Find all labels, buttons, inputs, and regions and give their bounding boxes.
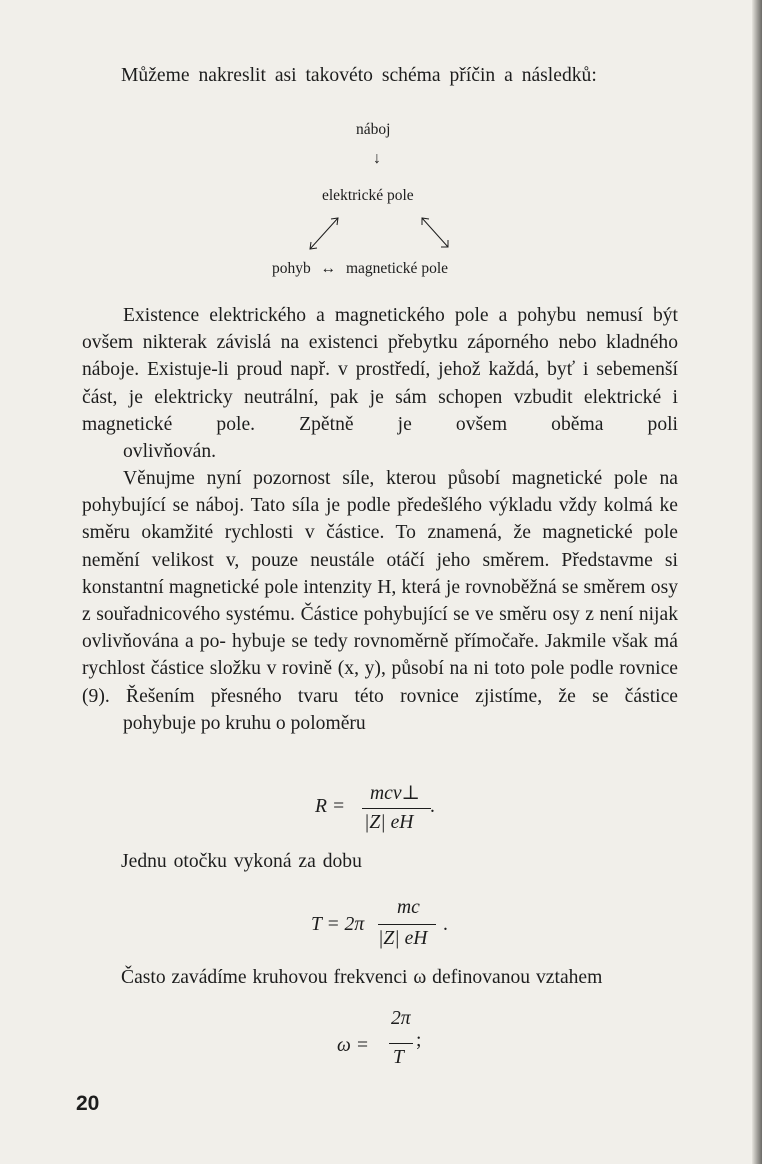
arrow-down-icon: ↓ (373, 150, 381, 167)
scheme-electric-field: elektrické pole (322, 187, 414, 204)
text-line-last: pohybuje po kruhu o poloměru (123, 712, 366, 734)
eq-period-lhs: T = 2π (311, 914, 365, 935)
text-period: Jednu otočku vykoná za dobu (121, 851, 362, 872)
scheme-magnetic-field: magnetické pole (346, 260, 448, 277)
text-line: vždy kolmá ke směru okamžité rychlosti v částice. To znamená, (82, 495, 679, 544)
arrow-right-line (422, 218, 448, 247)
scheme-diagonal-arrows (305, 212, 455, 254)
text-line: Existence elektrického a magnetického pole a pohybu nemusí (123, 305, 643, 326)
scheme-motion-label: pohyb (272, 260, 311, 277)
paragraph-magnetic-force (82, 465, 678, 737)
arrow-left-line (310, 218, 338, 249)
text-line: hybuje se tedy rovnoměrně přímočaře. Jakmile však má rychlost (82, 631, 678, 680)
eq-omega-lhs: ω = (337, 1035, 369, 1056)
eq-period-denominator: |Z| eH (378, 928, 428, 949)
text-line: být ovšem nikterak závislá na existenci přebytku záporného nebo (82, 305, 678, 354)
text-line: (9). Řešením přesného tvaru této rovnice zjistíme, že se částice (82, 685, 678, 707)
fraction-bar (389, 1043, 413, 1044)
scheme-motion (272, 260, 448, 278)
fraction-bar (378, 924, 436, 925)
text-line: na pohybující se náboj. Tato síla je podle předešlého výkladu (82, 468, 678, 517)
text-line: částice složku v rovině (x, y), působí na ni toto pole podle rovnice (150, 658, 678, 680)
text-line: vzbudit elektrické i magnetické pole. Zpětně je ovšem oběma poli (82, 386, 678, 435)
text-line: směrem. Představme si konstantní magnetické pole intenzity H, (82, 549, 678, 598)
eq-radius-numerator: mcv⊥ (370, 783, 420, 804)
text-line: byť i sebemenší část, je elektricky neutrální, pak je sám schopen (82, 359, 679, 408)
page-edge-shadow (752, 0, 762, 1164)
text-line: Částice pohybující se ve směru osy z není nijak ovlivňována a po- (82, 604, 678, 653)
text-line: kladného náboje. Existuje-li proud např. v prostředí, jehož každá, (82, 332, 678, 381)
eq-radius-denominator: |Z| eH (364, 812, 414, 833)
paragraph-existence (82, 302, 678, 465)
page-number: 20 (76, 1092, 100, 1115)
fraction-bar (362, 808, 431, 809)
eq-omega-punct: ; (416, 1030, 422, 1051)
eq-period-punct: . (443, 914, 448, 935)
eq-omega-denominator: T (393, 1047, 404, 1068)
text-angular-frequency: Často zavádíme kruhovou frekvenci ω definovanou vztahem (121, 967, 603, 988)
eq-radius-lhs: R = (315, 796, 346, 817)
double-arrow-icon: ↔ (320, 260, 337, 277)
text-line: že magnetické pole nemění velikost v, pouze neustále otáčí jeho (82, 522, 678, 571)
text-line-last: ovlivňován. (123, 441, 217, 463)
scheme-charge: náboj (356, 121, 391, 138)
eq-period-numerator: mc (397, 897, 420, 918)
intro-sentence: Můžeme nakreslit asi takovéto schéma příčin a následků: (121, 65, 597, 86)
eq-radius-punct: . (430, 796, 435, 817)
text-line: Věnujme nyní pozornost síle, kterou působí magnetické pole (123, 468, 648, 489)
eq-omega-numerator: 2π (391, 1008, 411, 1029)
text-line: která je rovnoběžná se směrem osy z souřadnicového systému. (82, 576, 678, 626)
